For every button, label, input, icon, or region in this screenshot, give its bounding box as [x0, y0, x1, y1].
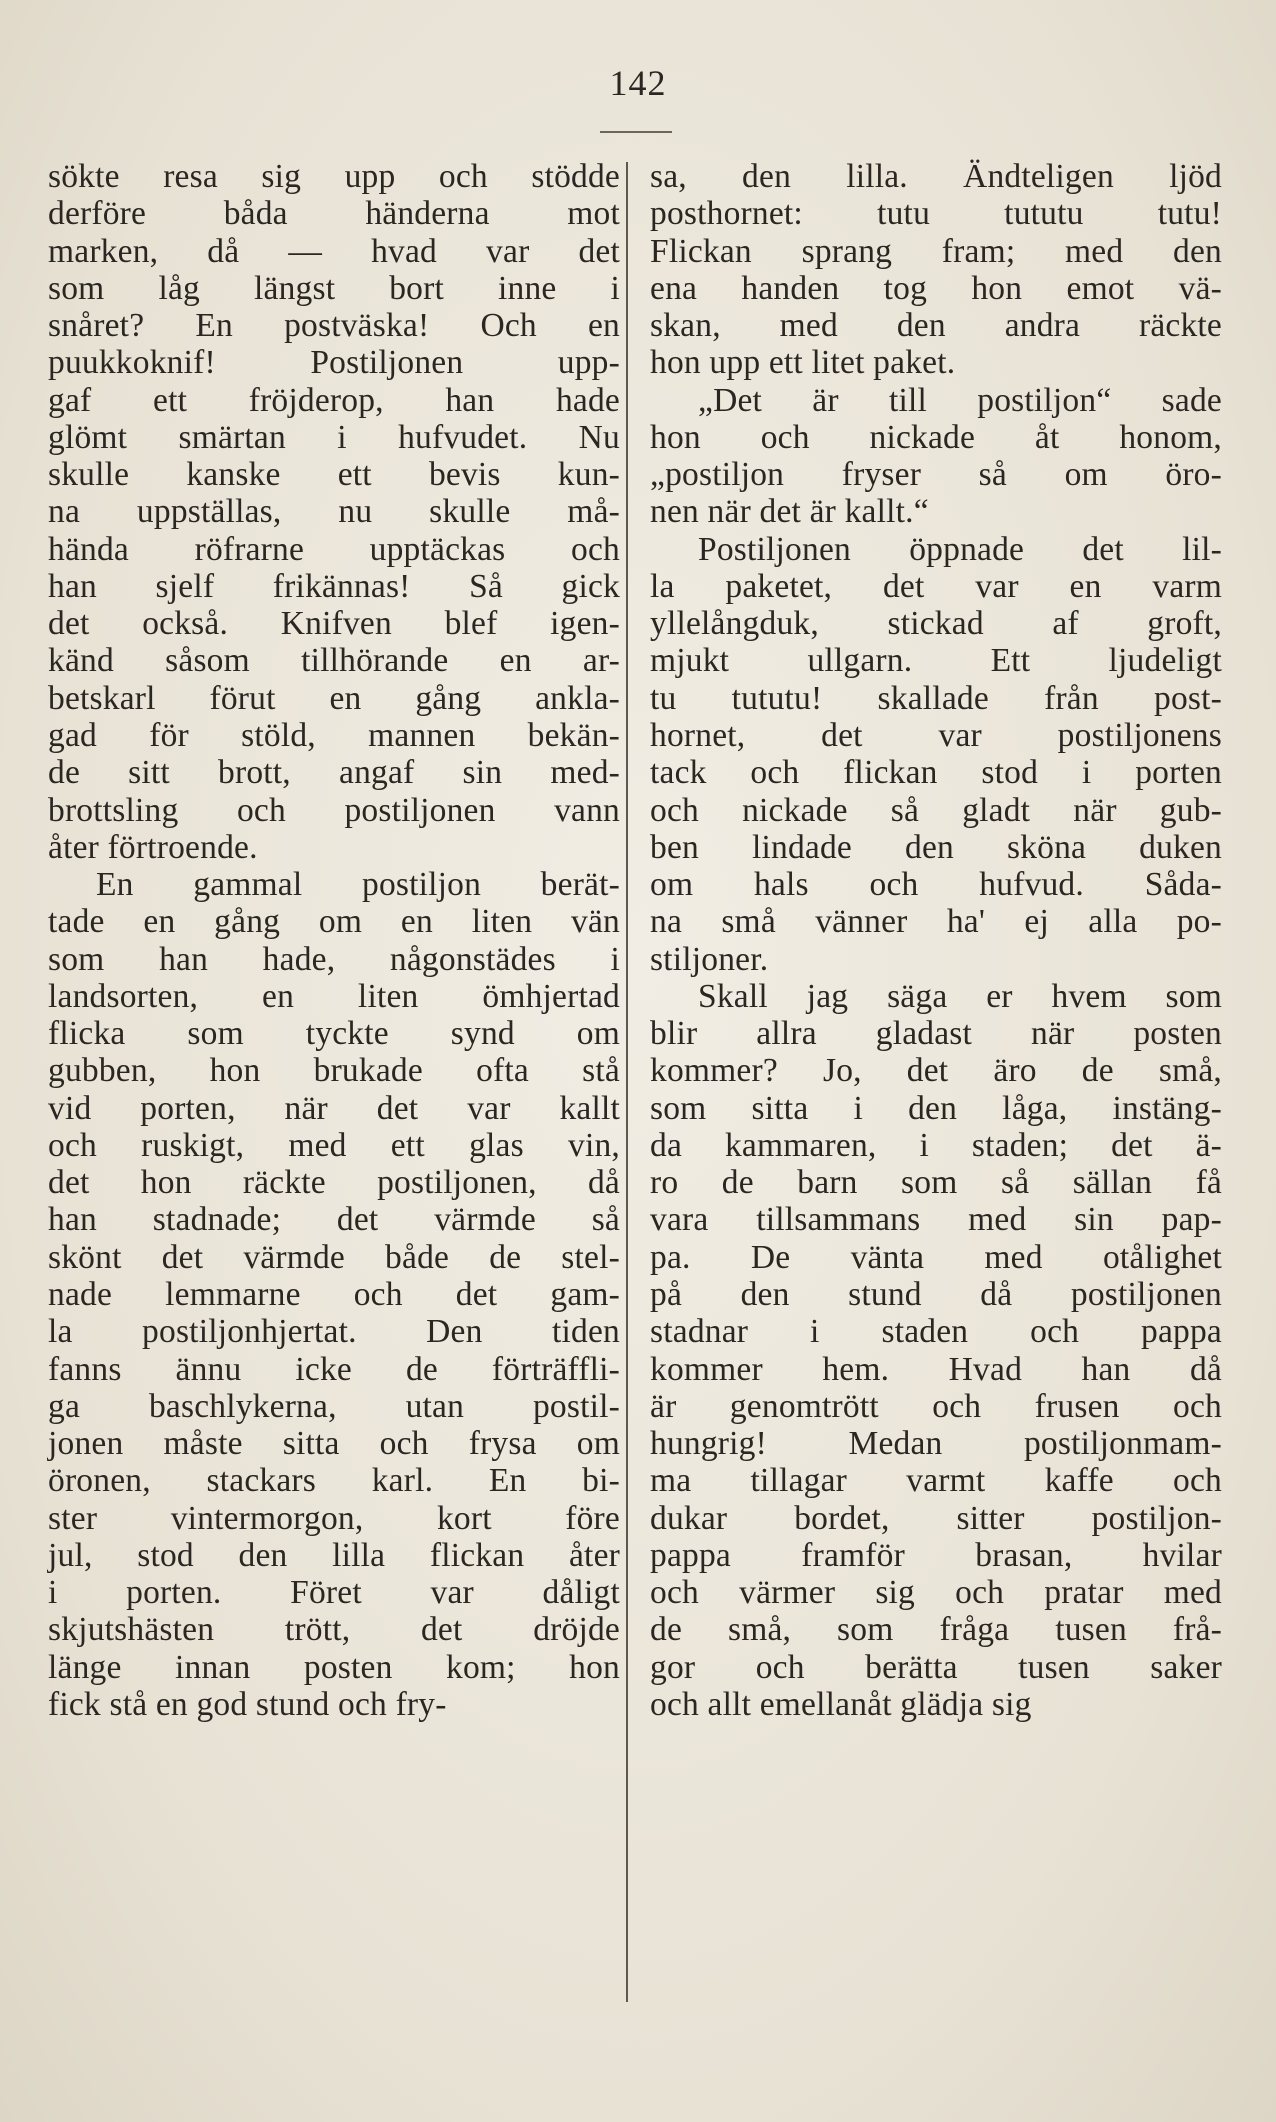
text-line: vara tillsammans med sin pap- [650, 1201, 1222, 1239]
text-line: fick stå en god stund och fry- [48, 1685, 447, 1723]
column-divider [626, 162, 628, 2002]
text-line: En gammal postiljon berät- [96, 866, 620, 904]
text-line: det hon räckte postiljonen, då [48, 1164, 620, 1202]
text-line: tack och flickan stod i porten [650, 754, 1222, 792]
text-line: kommer? Jo, det äro de små, [650, 1052, 1222, 1090]
text-line: da kammaren, i staden; det ä- [650, 1126, 1222, 1164]
text-line: hungrig! Medan postiljonmam- [650, 1425, 1222, 1463]
text-line: sa, den lilla. Ändteligen ljöd [650, 158, 1222, 195]
text-line: tade en gång om en liten vän [48, 903, 620, 941]
text-line: brottsling och postiljonen vann [48, 791, 620, 829]
text-line: han sjelf frikännas! Så gick [48, 567, 620, 605]
text-line: yllelångduk, stickad af groft, [650, 605, 1222, 643]
text-line: landsorten, en liten ömhjertad [48, 977, 620, 1015]
text-line: i porten. Föret var dåligt [48, 1574, 620, 1612]
text-line: och värmer sig och pratar med [650, 1574, 1222, 1612]
text-line: skjutshästen trött, det dröjde [48, 1611, 620, 1649]
text-line: skönt det värmde både de stel- [48, 1238, 620, 1276]
text-line: „Det är till postiljon“ sade [698, 381, 1222, 419]
text-line: mjukt ullgarn. Ett ljudeligt [650, 642, 1222, 680]
text-line: pa. De vänta med otålighet [650, 1238, 1222, 1276]
text-line: Flickan sprang fram; med den [650, 232, 1222, 270]
text-line: nade lemmarne och det gam- [48, 1275, 620, 1313]
text-line: ga baschlykerna, utan postil- [48, 1387, 620, 1425]
text-line: de sitt brott, angaf sin med- [48, 754, 620, 792]
text-line: flicka som tyckte synd om [48, 1015, 620, 1053]
text-line: Skall jag säga er hvem som [698, 977, 1222, 1015]
text-line: nen när det är kallt.“ [650, 493, 929, 531]
text-line: la paketet, det var en varm [650, 567, 1222, 605]
text-line: och ruskigt, med ett glas vin, [48, 1126, 620, 1164]
text-line: betskarl förut en gång ankla- [48, 679, 620, 717]
text-line: fanns ännu icke de förträffli- [48, 1350, 620, 1388]
text-line: blir allra gladast när posten [650, 1015, 1222, 1053]
text-line: puukkoknif! Postiljonen upp- [48, 344, 620, 382]
text-line: kommer hem. Hvad han då [650, 1350, 1222, 1388]
text-line: är genomtrött och frusen och [650, 1387, 1222, 1425]
text-line: det också. Knifven blef igen- [48, 605, 620, 643]
text-line: jul, stod den lilla flickan åter [48, 1536, 620, 1574]
text-line: som han hade, någonstädes i [48, 940, 620, 978]
text-line: ro de barn som så sällan få [650, 1164, 1222, 1202]
text-line: hon upp ett litet paket. [650, 344, 956, 382]
text-line: på den stund då postiljonen [650, 1275, 1222, 1313]
text-line: känd såsom tillhörande en ar- [48, 642, 620, 680]
text-line: ben lindade den sköna duken [650, 828, 1222, 866]
right-text-column [650, 158, 1222, 2018]
text-line: länge innan posten kom; hon [48, 1648, 620, 1686]
text-line: skulle kanske ett bevis kun- [48, 456, 620, 494]
text-line: om hals och hufvud. Såda- [650, 866, 1222, 904]
text-line: och allt emellanåt glädja sig [650, 1685, 1032, 1723]
text-line: åter förtroende. [48, 828, 258, 866]
text-line: Postiljonen öppnade det lil- [698, 530, 1222, 568]
text-line: glömt smärtan i hufvudet. Nu [48, 418, 620, 456]
text-line: snåret? En postväska! Och en [48, 307, 620, 345]
text-line: ena handen tog hon emot vä- [650, 269, 1222, 307]
text-line: gor och berätta tusen saker [650, 1648, 1222, 1686]
text-line: vid porten, när det var kallt [48, 1089, 620, 1127]
text-line: derföre båda händerna mot [48, 195, 620, 233]
page-number: 142 [609, 63, 667, 103]
text-line: sökte resa sig upp och stödde [48, 158, 620, 195]
text-line: stiljoner. [650, 940, 769, 978]
text-line: ma tillagar varmt kaffe och [650, 1462, 1222, 1500]
text-line: la postiljonhjertat. Den tiden [48, 1313, 620, 1351]
text-line: na små vänner ha' ej alla po- [650, 903, 1222, 941]
text-line: de små, som fråga tusen frå- [650, 1611, 1222, 1649]
text-line: na uppställas, nu skulle må- [48, 493, 620, 531]
text-line: och nickade så gladt när gub- [650, 791, 1222, 829]
text-line: „postiljon fryser så om öro- [650, 456, 1222, 494]
left-text-column [48, 158, 620, 2018]
text-line: hornet, det var postiljonens [650, 716, 1222, 754]
page-number-rule [600, 131, 672, 133]
text-line: tu tututu! skallade från post- [650, 679, 1222, 717]
text-line: som låg längst bort inne i [48, 269, 620, 307]
text-line: jonen måste sitta och frysa om [48, 1425, 620, 1463]
text-line: dukar bordet, sitter postiljon- [650, 1499, 1222, 1537]
text-line: gad för stöld, mannen bekän- [48, 716, 620, 754]
text-line: han stadnade; det värmde så [48, 1201, 620, 1239]
text-line: gubben, hon brukade ofta stå [48, 1052, 620, 1090]
text-line: marken, då — hvad var det [48, 232, 620, 270]
text-line: ster vintermorgon, kort före [48, 1499, 620, 1537]
text-line: som sitta i den låga, instäng- [650, 1089, 1222, 1127]
text-line: hon och nickade åt honom, [650, 418, 1222, 456]
text-line: stadnar i staden och pappa [650, 1313, 1222, 1351]
text-line: öronen, stackars karl. En bi- [48, 1462, 620, 1500]
text-line: hända röfrarne upptäckas och [48, 530, 620, 568]
text-line: pappa framför brasan, hvilar [650, 1536, 1222, 1574]
text-line: posthornet: tutu tututu tutu! [650, 195, 1222, 233]
text-line: skan, med den andra räckte [650, 307, 1222, 345]
text-line: gaf ett fröjderop, han hade [48, 381, 620, 419]
